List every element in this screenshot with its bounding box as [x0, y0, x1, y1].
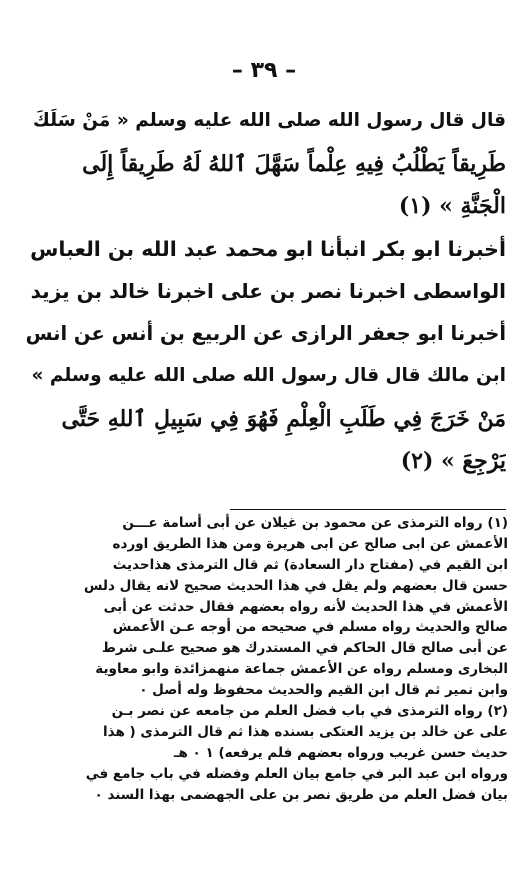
footnote-separator	[230, 509, 506, 510]
footnote-line: حسن قال بعضهم ولم يقل في هذا الحديث صحيح لانه يقال دلس	[83, 577, 508, 594]
footnote-line: الأعمش في هذا الحديث لأنه رواه بعضهم فقال حدثت عن أبى	[103, 598, 508, 615]
footnote-line: على عن خالد بن يزيد العتكى بسنده هذا ثم قال الترمذى ( هذا	[103, 723, 508, 740]
page-number: – ٣٩ –	[231, 58, 297, 83]
footnote-line: ابن القيم في (مفتاح دار السعادة) ثم قال الترمذى هذاحديث	[112, 556, 508, 573]
footnote-line: الأعمش عن ابى صالح عن ابى هريرة ومن هذا الطريق اورده	[112, 535, 508, 552]
main-text-line: أخبرنا ابو جعفر الرازى عن الربيع بن أنس عن انس	[25, 321, 506, 345]
footnote-line: صالح والحديث رواه مسلم في صحيحه من أوجه عـن الأعمش	[112, 619, 508, 636]
hadith-text-line: طَرِيقاً يَطْلُبُ فِيهِ عِلْماً سَهَّلَ ٱللهُ لَهُ طَرِيقاً إِلَى	[82, 150, 506, 177]
hadith-text-line: مَنْ خَرَجَ فِي طَلَبِ الْعِلْمِ فَهُوَ فِي سَبِيلِ ٱللهِ حَتَّى	[61, 405, 506, 432]
main-text-line: ابن مالك قال قال رسول الله صلى الله عليه وسلم »	[31, 365, 506, 386]
footnote-line: (٢) رواه الترمذى في باب فضل العلم من جامعه عن نصر بـن	[111, 703, 508, 720]
main-text-line: أخبرنا ابو بكر انبأنا ابو محمد عبد الله بن العباس	[30, 236, 506, 261]
footnote-line: عن أبى صالح قال الحاكم في المستدرك هو صحيح علـى شرط	[101, 640, 508, 657]
hadith-text-line: الْجَنَّةِ » (١)	[398, 193, 506, 219]
footnote-line: بيان فضل العلم من طريق نصر بن على الجهضمى بهذا السند ٠	[94, 786, 508, 803]
footnotes	[20, 513, 508, 805]
hadith-text-line: يَرْجِعَ » (٢)	[400, 448, 506, 474]
footnote-line: وابن نمير ثم قال ابن القيم والحديث محفوظ وله أصل ٠	[139, 682, 508, 699]
main-text-line: الواسطى اخبرنا نصر بن على اخبرنا خالد بن يزيد	[30, 279, 506, 303]
footnote-line: (١) رواه الترمذى عن محمود بن غيلان عن أبى أسامة عـــن	[122, 515, 508, 531]
main-text-line: قال قال رسول الله صلى الله عليه وسلم « مَنْ سَلَكَ	[32, 110, 506, 131]
footnote-line: ورواه ابن عبد البر في جامع بيان العلم وفضله في باب جامع في	[85, 765, 508, 782]
footnote-line: حديث حسن غريب ورواه بعضهم فلم يرفعه) ١ ٠ هـ	[173, 744, 508, 761]
main-text	[22, 100, 506, 483]
footnote-line: البخارى ومسلم رواه عن الأعمش جماعة منهمزائدة وابو معاوية	[95, 661, 508, 678]
